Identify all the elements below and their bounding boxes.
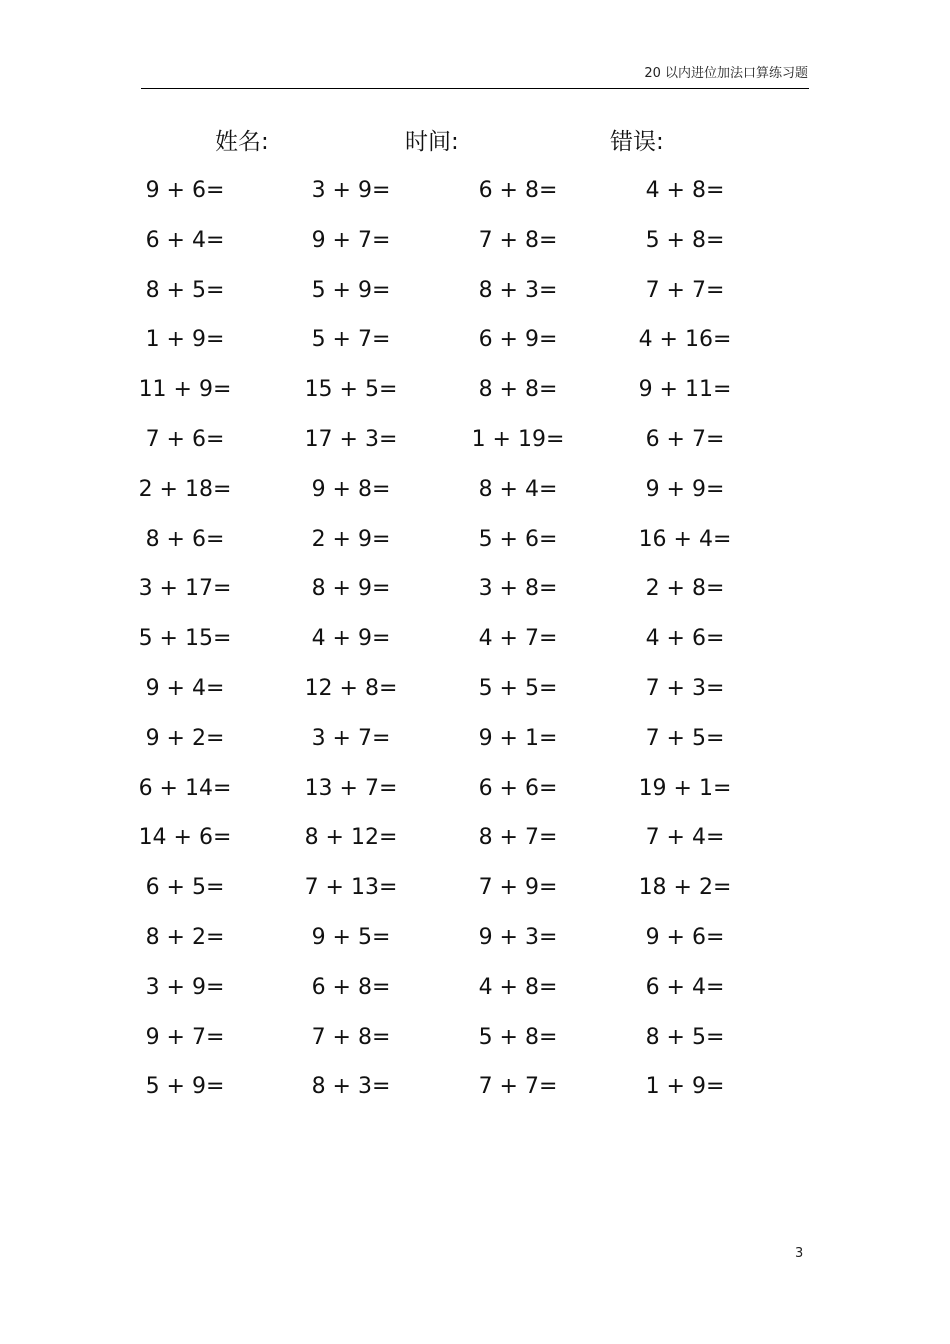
problem-item: 7 + 5=	[645, 725, 725, 751]
problem-item: 9 + 5=	[311, 924, 391, 950]
problem-item: 9 + 6=	[145, 178, 225, 203]
problem-row	[0, 622, 950, 672]
problem-item: 7 + 7=	[478, 1074, 558, 1100]
problem-item: 16 + 4=	[638, 526, 732, 552]
problem-item: 2 + 9=	[311, 526, 391, 552]
problem-row	[0, 224, 950, 274]
problem-item: 6 + 5=	[145, 875, 225, 901]
problem-item: 4 + 8=	[645, 178, 725, 203]
problem-row	[0, 772, 950, 822]
problem-item: 12 + 8=	[304, 675, 398, 701]
problem-item: 13 + 7=	[304, 775, 398, 801]
problem-item: 5 + 6=	[478, 526, 558, 552]
problem-row	[0, 572, 950, 622]
header-title: 20 以内进位加法口算练习题	[644, 66, 808, 81]
problem-item: 3 + 7=	[311, 725, 391, 751]
problem-row	[0, 274, 950, 324]
problem-grid	[0, 174, 950, 1120]
problem-item: 7 + 7=	[645, 277, 725, 303]
problem-item: 18 + 2=	[638, 875, 732, 901]
problem-item: 14 + 6=	[138, 825, 232, 851]
problem-item: 9 + 9=	[645, 476, 725, 502]
problem-item: 3 + 9=	[145, 974, 225, 1000]
problem-item: 15 + 5=	[304, 377, 398, 403]
problem-item: 6 + 8=	[311, 974, 391, 1000]
problem-row	[0, 423, 950, 473]
problem-item: 6 + 4=	[645, 974, 725, 1000]
problem-item: 6 + 8=	[478, 178, 558, 203]
problem-row	[0, 672, 950, 722]
problem-row	[0, 921, 950, 971]
problem-item: 4 + 16=	[638, 327, 732, 353]
problem-item: 9 + 4=	[145, 675, 225, 701]
problem-item: 7 + 3=	[645, 675, 725, 701]
problem-item: 8 + 4=	[478, 476, 558, 502]
problem-item: 5 + 8=	[645, 227, 725, 253]
problem-item: 5 + 5=	[478, 675, 558, 701]
problem-item: 8 + 8=	[478, 377, 558, 403]
problem-item: 9 + 7=	[311, 227, 391, 253]
problem-item: 8 + 9=	[311, 576, 391, 602]
problem-item: 6 + 9=	[478, 327, 558, 353]
problem-item: 8 + 3=	[478, 277, 558, 303]
problem-item: 1 + 19=	[471, 426, 565, 452]
problem-row	[0, 473, 950, 523]
student-info-row	[0, 124, 950, 160]
problem-row	[0, 971, 950, 1021]
problem-item: 5 + 9=	[311, 277, 391, 303]
problem-row	[0, 323, 950, 373]
problem-item: 7 + 13=	[304, 875, 398, 901]
time-label: 时间:	[405, 129, 459, 155]
problem-item: 2 + 18=	[138, 476, 232, 502]
header-rule	[141, 88, 809, 89]
problem-item: 8 + 5=	[645, 1024, 725, 1050]
errors-label: 错误:	[610, 129, 664, 155]
problem-item: 5 + 15=	[138, 626, 232, 652]
problem-item: 6 + 7=	[645, 426, 725, 452]
problem-item: 9 + 3=	[478, 924, 558, 950]
problem-item: 4 + 9=	[311, 626, 391, 652]
problem-item: 7 + 8=	[478, 227, 558, 253]
problem-item: 1 + 9=	[145, 327, 225, 353]
problem-item: 9 + 8=	[311, 476, 391, 502]
problem-item: 7 + 9=	[478, 875, 558, 901]
problem-item: 17 + 3=	[304, 426, 398, 452]
page-number: 3	[795, 1246, 804, 1261]
problem-item: 3 + 9=	[311, 178, 391, 203]
problem-item: 8 + 3=	[311, 1074, 391, 1100]
problem-item: 2 + 8=	[645, 576, 725, 602]
problem-item: 8 + 7=	[478, 825, 558, 851]
problem-item: 3 + 8=	[478, 576, 558, 602]
problem-item: 1 + 9=	[645, 1074, 725, 1100]
name-label: 姓名:	[215, 129, 269, 155]
problem-item: 7 + 6=	[145, 426, 225, 452]
problem-item: 5 + 8=	[478, 1024, 558, 1050]
problem-row	[0, 1021, 950, 1071]
problem-row	[0, 722, 950, 772]
problem-row	[0, 373, 950, 423]
problem-item: 19 + 1=	[638, 775, 732, 801]
problem-item: 8 + 6=	[145, 526, 225, 552]
problem-item: 9 + 1=	[478, 725, 558, 751]
problem-item: 11 + 9=	[138, 377, 232, 403]
problem-item: 9 + 7=	[145, 1024, 225, 1050]
problem-item: 5 + 7=	[311, 327, 391, 353]
problem-row	[0, 174, 950, 224]
problem-item: 8 + 12=	[304, 825, 398, 851]
problem-item: 9 + 11=	[638, 377, 732, 403]
problem-item: 6 + 4=	[145, 227, 225, 253]
problem-row	[0, 1070, 950, 1120]
problem-item: 4 + 8=	[478, 974, 558, 1000]
problem-item: 4 + 6=	[645, 626, 725, 652]
problem-row	[0, 523, 950, 573]
problem-item: 7 + 4=	[645, 825, 725, 851]
problem-item: 3 + 17=	[138, 576, 232, 602]
problem-item: 8 + 2=	[145, 924, 225, 950]
problem-item: 9 + 6=	[645, 924, 725, 950]
problem-item: 6 + 14=	[138, 775, 232, 801]
problem-item: 4 + 7=	[478, 626, 558, 652]
problem-item: 8 + 5=	[145, 277, 225, 303]
problem-item: 5 + 9=	[145, 1074, 225, 1100]
problem-row	[0, 821, 950, 871]
problem-item: 9 + 2=	[145, 725, 225, 751]
problem-item: 6 + 6=	[478, 775, 558, 801]
problem-row	[0, 871, 950, 921]
problem-item: 7 + 8=	[311, 1024, 391, 1050]
